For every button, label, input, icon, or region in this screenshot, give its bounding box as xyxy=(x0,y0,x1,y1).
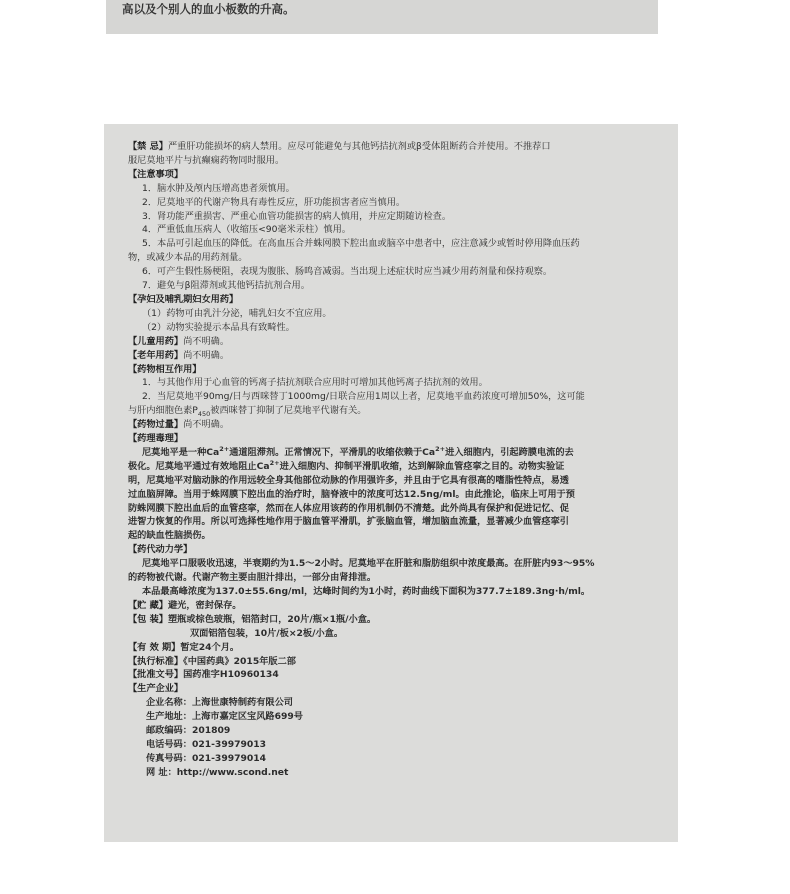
manufacturer-row xyxy=(128,710,654,724)
package-line xyxy=(128,613,654,627)
approval-text: 国药准字H10960134 xyxy=(183,669,279,681)
pregnancy-label: 【孕妇及哺乳期妇女用药】 xyxy=(128,293,239,305)
precaution-item-cont: 物，或减少本品的用药剂量。 xyxy=(128,252,248,264)
pharmacology-line: 过血脑屏障。当用于蛛网膜下腔出血的治疗时，脑脊液中的浓度可达12.5ng/ml。由此推论，临床上可用于预 xyxy=(128,488,575,500)
package-line-2: 双面铝箔包装，10片/板×2板/小盒。 xyxy=(190,627,344,639)
package-label: 【包 装】 xyxy=(128,613,168,625)
interaction-item-cont xyxy=(128,404,654,418)
overdose-label: 【药物过量】 xyxy=(128,419,184,431)
contraindications-line xyxy=(128,140,654,154)
interaction-cont-b: 被西咪替丁抑制了尼莫地平代谢有关。 xyxy=(210,405,367,417)
pregnancy-item: （1）药物可由乳汁分泌，哺乳妇女不宜应用。 xyxy=(142,307,332,319)
validity-line xyxy=(128,641,654,655)
manufacturer-key: 电话号码： xyxy=(146,738,192,750)
storage-text: 避光，密封保存。 xyxy=(167,599,242,611)
validity-label: 【有 效 期】 xyxy=(128,641,181,653)
children-label: 【儿童用药】 xyxy=(128,335,184,347)
manufacturer-row xyxy=(128,738,654,752)
storage-label: 【贮 藏】 xyxy=(128,599,168,611)
pharmacology-label: 【药理毒理】 xyxy=(128,433,184,445)
children-line xyxy=(128,335,654,349)
elderly-line xyxy=(128,349,654,363)
manufacturer-value: 021-39979013 xyxy=(191,738,267,750)
manufacturer-key: 企业名称： xyxy=(146,697,192,709)
pharm-l1a: 尼莫地平是一种Ca xyxy=(142,446,220,458)
pharmacology-line xyxy=(128,460,654,474)
pharm-l2a: 极化。尼莫地平通过有效地阻止Ca xyxy=(128,460,270,472)
ca-superscript: 2+ xyxy=(269,458,280,467)
manufacturer-value: 上海市嘉定区宝风路699号 xyxy=(191,711,303,723)
pharmacokinetics-label: 【药代动力学】 xyxy=(128,544,193,556)
approval-label: 【批准文号】 xyxy=(128,669,184,681)
elderly-text: 尚不明确。 xyxy=(183,349,230,361)
pharmacology-line: 起的缺血性脑损伤。 xyxy=(128,530,211,542)
cyp-subscript: 450 xyxy=(197,410,211,419)
package-text: 塑瓶或棕色玻瓶，铝箔封口，20片/瓶×1瓶/小盒。 xyxy=(167,613,377,625)
pharm-l1c: 进入细胞内，引起跨膜电流的去 xyxy=(445,446,574,458)
standard-line xyxy=(128,655,654,669)
pharmacology-line xyxy=(128,446,654,460)
manufacturer-value: 上海世康特制药有限公司 xyxy=(191,697,293,709)
manufacturer-label: 【生产企业】 xyxy=(128,683,184,695)
ca-superscript: 2+ xyxy=(219,444,230,453)
children-text: 尚不明确。 xyxy=(183,335,230,347)
drug-leaflet xyxy=(104,124,678,842)
overdose-line xyxy=(128,418,654,432)
pregnancy-item: （2）动物实验提示本品具有致畸性。 xyxy=(142,321,295,333)
interaction-item: 1．与其他作用于心血管的钙离子拮抗剂联合应用时可增加其他钙离子拮抗剂的效用。 xyxy=(142,377,488,389)
previous-page-strip xyxy=(106,0,658,34)
manufacturer-key: 生产地址： xyxy=(146,711,192,723)
precaution-item: 7．避免与β阻滞剂或其他钙拮抗剂合用。 xyxy=(142,280,310,292)
precaution-item: 4．严重低血压病人（收缩压<90毫米汞柱）慎用。 xyxy=(142,224,351,236)
precaution-item: 1．脑水肿及颅内压增高患者须慎用。 xyxy=(142,182,295,194)
ca-superscript: 2+ xyxy=(435,444,446,453)
elderly-label: 【老年用药】 xyxy=(128,349,184,361)
precaution-item: 2．尼莫地平的代谢产物具有毒性反应，肝功能损害者应当慎用。 xyxy=(142,196,406,208)
pharmacology-line: 明，尼莫地平对脑动脉的作用远较全身其他部位动脉的作用强许多，并且由于它具有很高的嗜脂性特点，易透 xyxy=(128,474,569,486)
interaction-item: 2．当尼莫地平90mg/日与西咪替丁1000mg/日联合应用1周以上者，尼莫地平血药浓度可增加50%，这可能 xyxy=(142,391,585,403)
manufacturer-key: 邮政编码： xyxy=(146,725,192,737)
precaution-item: 6．可产生假性肠梗阻，表现为腹胀、肠鸣音减弱。当出现上述症状时应当减少用药剂量和保持观察。 xyxy=(142,266,553,278)
manufacturer-key: 传真号码： xyxy=(146,752,192,764)
pharmacology-line: 防蛛网膜下腔出血后的血管痉挛，然而在人体应用该药的作用机制仍不清楚。此外尚具有保护和促进记忆、促 xyxy=(128,502,569,514)
interactions-label: 【药物相互作用】 xyxy=(128,363,202,375)
standard-label: 【执行标准】 xyxy=(128,655,184,667)
pharmacokinetics-line: 本品最高峰浓度为137.0±55.6ng/ml，达峰时间约为1小时，药时曲线下面积为377.7±189.3ng·h/ml。 xyxy=(142,586,591,597)
manufacturer-key: 网 址： xyxy=(146,766,177,778)
pharmacology-line: 进智力恢复的作用。所以可选择性地作用于脑血管平滑肌，扩张脑血管，增加脑血流量，显著减少血管痉挛引 xyxy=(128,516,569,528)
overdose-text: 尚不明确。 xyxy=(183,419,230,431)
precautions-label: 【注意事项】 xyxy=(128,168,184,180)
manufacturer-row xyxy=(128,696,654,710)
contraindications-text: 严重肝功能损坏的病人禁用。应尽可能避免与其他钙拮抗剂或β受体阻断药合并使用。不推荐口 xyxy=(167,141,551,152)
previous-page-text: 高以及个别人的血小板数的升高。 xyxy=(122,2,295,16)
approval-line xyxy=(128,668,654,682)
contraindications-text-cont: 服尼莫地平片与抗癫痫药物同时服用。 xyxy=(128,154,285,166)
interaction-cont-a: 与肝内细胞色素P xyxy=(128,405,198,417)
pharmacokinetics-line: 的药物被代谢。代谢产物主要由胆汁排出，一部分由肾排泄。 xyxy=(128,572,377,584)
manufacturer-website: http://www.scond.net xyxy=(176,766,289,778)
validity-text: 暂定24个月。 xyxy=(180,641,240,653)
manufacturer-row xyxy=(128,724,654,738)
contraindications-label: 【禁 忌】 xyxy=(128,141,168,152)
pharm-l2b: 进入细胞内、抑制平滑肌收缩，达到解除血管痉挛之目的。动物实验证 xyxy=(279,460,565,472)
manufacturer-row xyxy=(128,766,654,780)
pharmacokinetics-line: 尼莫地平口服吸收迅速，半衰期约为1.5～2小时。尼莫地平在肝脏和脂肪组织中浓度最高。在肝脏内93～95% xyxy=(142,558,595,570)
precaution-item: 3．肾功能严重损害、严重心血管功能损害的病人慎用，并应定期随访检查。 xyxy=(142,210,452,222)
storage-line xyxy=(128,599,654,613)
pharm-l1b: 通道阻滞剂。正常情况下，平滑肌的收缩依赖于Ca xyxy=(229,446,436,458)
manufacturer-row xyxy=(128,752,654,766)
standard-text: 《中国药典》2015年版二部 xyxy=(183,655,296,667)
precaution-item: 5．本品可引起血压的降低。在高血压合并蛛网膜下腔出血或脑卒中患者中，应注意减少或暂时停用降血压药 xyxy=(142,238,580,250)
manufacturer-value: 201809 xyxy=(191,725,231,737)
manufacturer-value: 021-39979014 xyxy=(191,752,267,764)
